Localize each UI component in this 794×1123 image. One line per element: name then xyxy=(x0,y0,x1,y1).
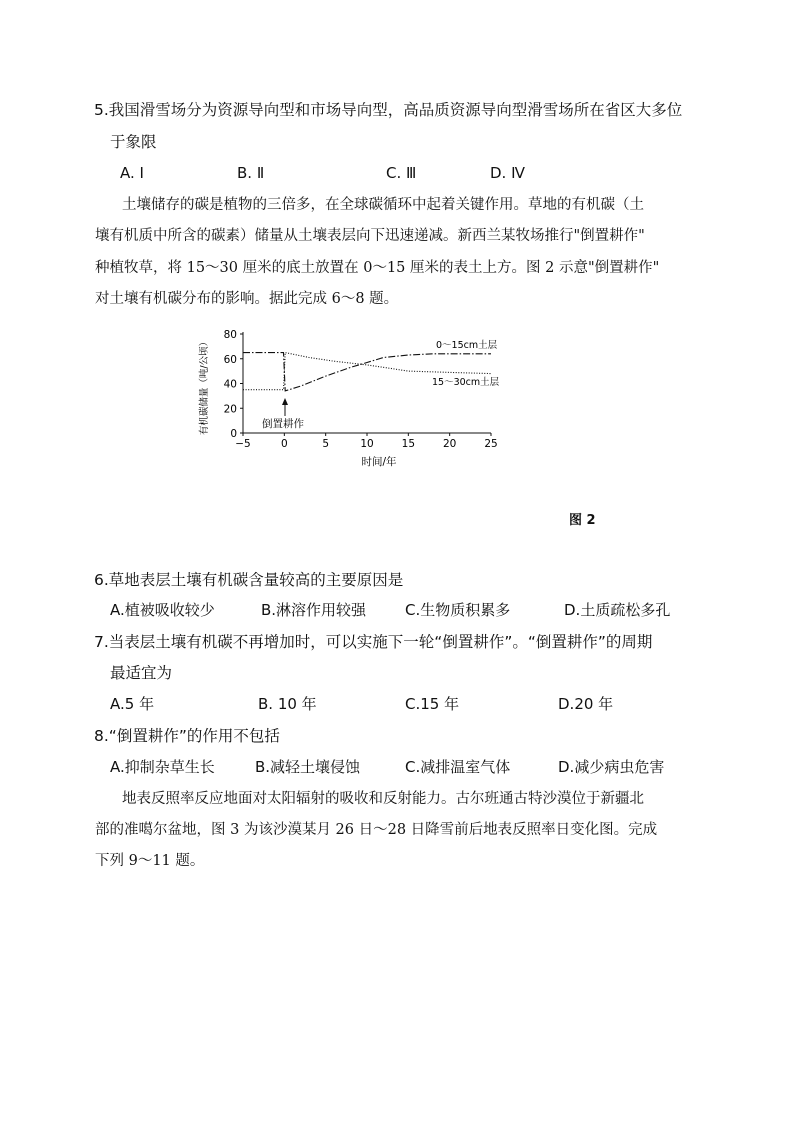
q5-option-d: D. Ⅳ xyxy=(490,164,525,182)
q8-option-a: A.抑制杂草生长 xyxy=(110,758,215,776)
q8-option-c: C.减排温室气体 xyxy=(405,758,511,776)
x-tick-label: −5 xyxy=(235,438,251,450)
series-label-0-15cm: 0～15cm土层 xyxy=(436,340,498,351)
chart-y-axis-label: 有机碳储量（吨/公顷） xyxy=(199,336,210,436)
figure-label: 图 2 xyxy=(569,513,596,528)
passage2-line2: 部的准噶尔盆地，图 3 为该沙漠某月 26 日～28 日降雪前后地表反照率日变化图。完成 xyxy=(95,822,658,838)
annotation-label: 倒置耕作 xyxy=(262,418,304,430)
q5-option-c: C. Ⅲ xyxy=(386,164,417,182)
chart-x-axis-label: 时间/年 xyxy=(361,456,397,468)
q7-stem-line1: 7.当表层土壤有机碳不再增加时，可以实施下一轮“倒置耕作”。“倒置耕作”的周期 xyxy=(94,633,653,651)
q6-option-a: A.植被吸收较少 xyxy=(110,601,215,619)
x-tick-label: 20 xyxy=(442,438,457,450)
passage1-line2: 壤有机质中所含的碳素）储量从土壤表层向下迅速递减。新西兰某牧场推行"倒置耕作" xyxy=(95,228,645,244)
passage1-line4: 对土壤有机碳分布的影响。据此完成 6～8 题。 xyxy=(95,291,399,307)
q6-option-c: C.生物质积累多 xyxy=(405,601,511,619)
y-tick-label: 0 xyxy=(230,428,237,440)
chart-canvas xyxy=(196,322,512,472)
passage2-line3: 下列 9～11 题。 xyxy=(95,853,205,869)
q5-stem-line1: 5.我国滑雪场分为资源导向型和市场导向型，高品质资源导向型滑雪场所在省区大多位 xyxy=(94,101,683,119)
q7-option-b: B. 10 年 xyxy=(258,695,317,713)
x-tick-label: 5 xyxy=(322,438,330,450)
q8-stem: 8.“倒置耕作”的作用不包括 xyxy=(94,727,280,745)
q7-option-c: C.15 年 xyxy=(405,695,460,713)
q5-option-b: B. Ⅱ xyxy=(237,164,265,182)
q8-option-d: D.减少病虫危害 xyxy=(558,758,665,776)
annotation-arrow-head xyxy=(282,398,288,405)
passage1-line3: 种植牧草，将 15～30 厘米的底土放置在 0～15 厘米的表土上方。图 2 示意"倒置耕作" xyxy=(95,260,660,276)
q5-option-a: A. Ⅰ xyxy=(120,164,144,182)
y-tick-label: 20 xyxy=(223,403,237,416)
q6-option-b: B.淋溶作用较强 xyxy=(261,601,367,619)
y-tick-label: 80 xyxy=(223,329,237,341)
y-tick-label: 60 xyxy=(223,353,237,366)
x-tick-label: 25 xyxy=(484,438,498,450)
x-tick-label: 10 xyxy=(360,438,374,450)
series-label-15-30cm: 15～30cm土层 xyxy=(432,377,500,388)
figure-2-chart xyxy=(196,322,512,472)
passage2-line1: 地表反照率反应地面对太阳辐射的吸收和反射能力。古尔班通古特沙漠位于新疆北 xyxy=(122,791,644,807)
x-tick-label: 0 xyxy=(280,438,288,450)
q7-option-a: A.5 年 xyxy=(110,695,155,713)
x-tick-label: 15 xyxy=(401,438,416,450)
q6-stem: 6.草地表层土壤有机碳含量较高的主要原因是 xyxy=(94,571,404,589)
y-tick-label: 40 xyxy=(223,378,237,391)
passage1-line1: 土壤储存的碳是植物的三倍多，在全球碳循环中起着关键作用。草地的有机碳（土 xyxy=(122,197,644,213)
q7-option-d: D.20 年 xyxy=(558,695,614,713)
q7-stem-line2: 最适宜为 xyxy=(110,664,173,682)
q5-stem-line2: 于象限 xyxy=(110,133,157,151)
q6-option-d: D.土质疏松多孔 xyxy=(564,601,671,619)
q8-option-b: B.减轻土壤侵蚀 xyxy=(255,758,361,776)
